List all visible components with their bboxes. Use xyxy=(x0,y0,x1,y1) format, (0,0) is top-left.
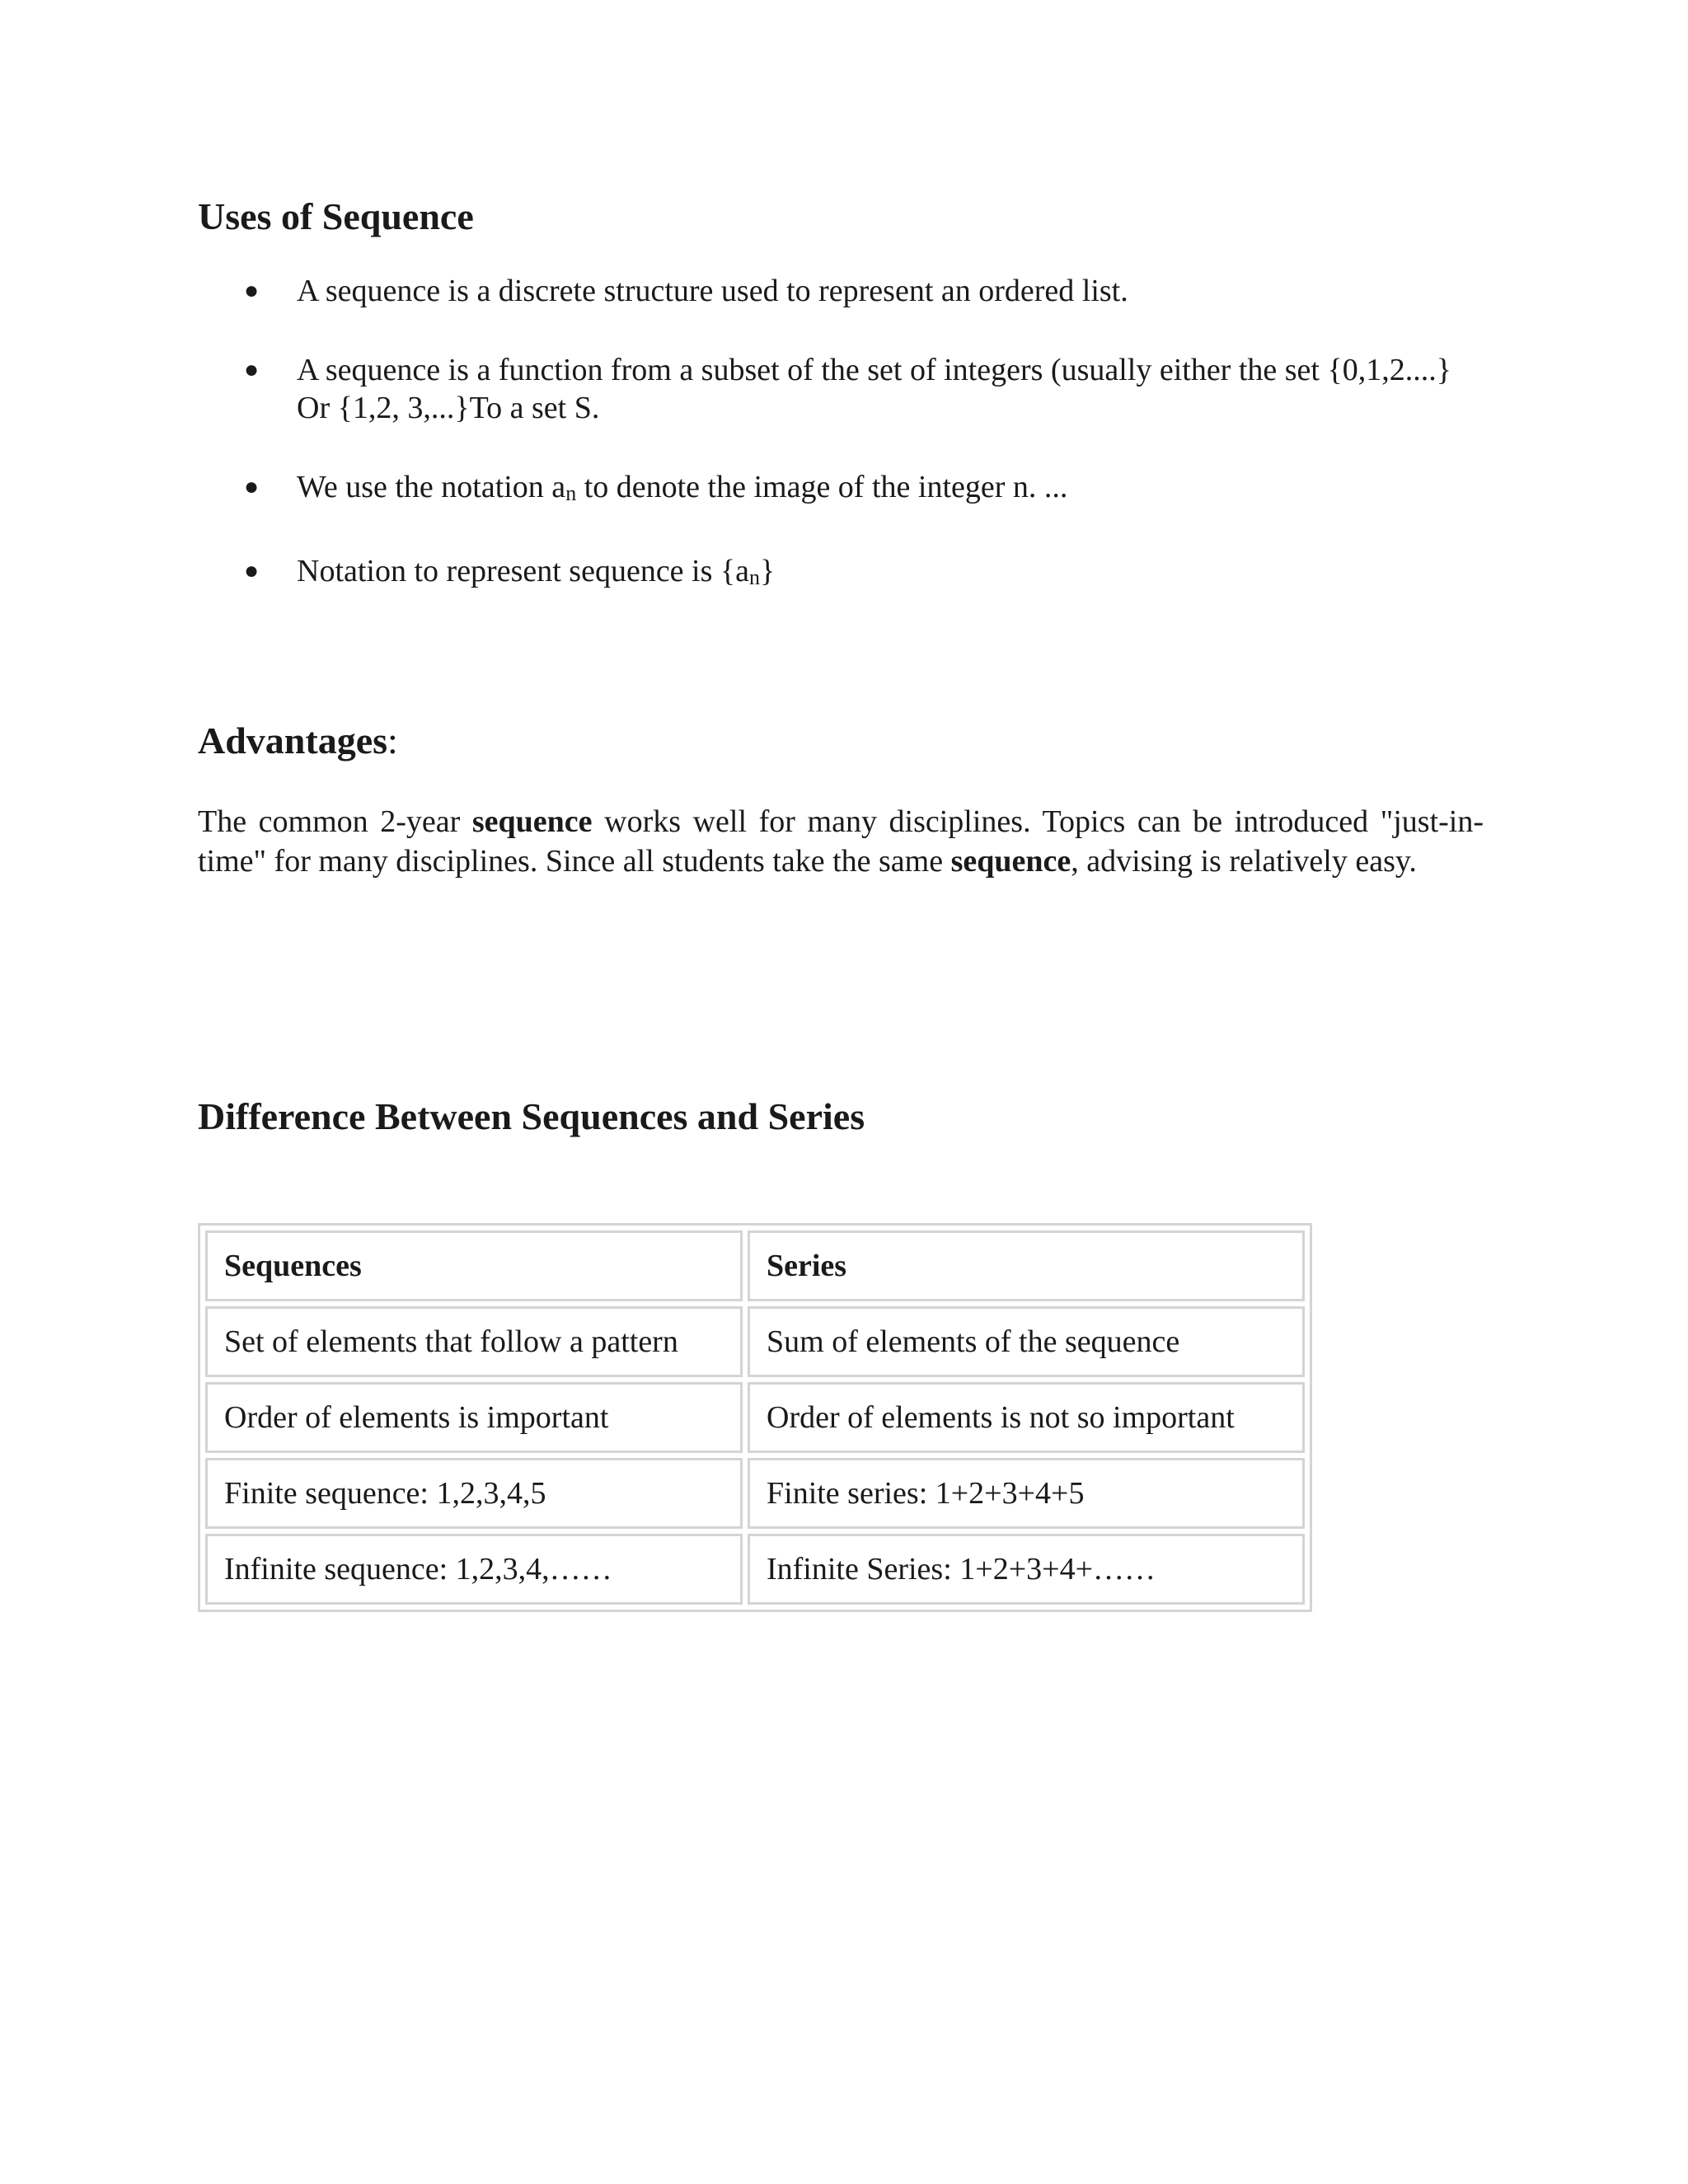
table-cell: Sum of elements of the sequence xyxy=(748,1306,1305,1377)
advantages-text-2: works well for many disciplines. Topics can be introduced "just-in-time" for many disciplines. Since all students take the same xyxy=(198,804,1484,879)
table-row xyxy=(205,1382,1305,1453)
bullet-icon: ● xyxy=(244,277,260,304)
table-header-row xyxy=(205,1230,1305,1301)
table-row xyxy=(205,1458,1305,1529)
table-cell: Set of elements that follow a pattern xyxy=(205,1306,743,1377)
advantages-paragraph xyxy=(198,802,1484,881)
bullet-icon: ● xyxy=(244,473,260,500)
subscript-n: n xyxy=(565,481,577,505)
table-cell: Order of elements is not so important xyxy=(748,1382,1305,1453)
advantages-heading-colon: : xyxy=(387,719,398,762)
bullet-icon: ● xyxy=(244,356,260,383)
list-item-text-pre: Notation to represent sequence is {a xyxy=(297,554,749,588)
advantages-text-1: The common 2-year xyxy=(198,804,472,839)
list-item-text-post: } xyxy=(760,554,776,588)
table-cell: Finite series: 1+2+3+4+5 xyxy=(748,1458,1305,1529)
subscript-n: n xyxy=(749,565,760,589)
list-item xyxy=(198,552,1484,597)
list-item xyxy=(198,272,1484,310)
table-header-cell: Sequences xyxy=(205,1230,743,1301)
advantages-heading xyxy=(198,719,398,762)
bullet-icon: ● xyxy=(244,557,260,584)
list-item-text: A sequence is a function from a subset of the set of integers (usually either the set {0,1,2....} Or {1,2, 3,...}To a set S. xyxy=(297,353,1451,425)
advantages-bold-2: sequence xyxy=(950,844,1071,879)
table-cell: Infinite sequence: 1,2,3,4,…… xyxy=(205,1534,743,1605)
table-row xyxy=(205,1534,1305,1605)
list-item-text: A sequence is a discrete structure used to represent an ordered list. xyxy=(297,274,1128,308)
table-row xyxy=(205,1306,1305,1377)
table-cell: Infinite Series: 1+2+3+4+…… xyxy=(748,1534,1305,1605)
advantages-bold-1: sequence xyxy=(471,804,593,839)
uses-list xyxy=(198,272,1484,638)
advantages-text-3: , advising is relatively easy. xyxy=(1071,844,1417,879)
list-item-text-pre: We use the notation a xyxy=(297,470,566,504)
uses-heading: Uses of Sequence xyxy=(198,195,474,237)
list-item xyxy=(198,351,1484,427)
table-header-cell: Series xyxy=(748,1230,1305,1301)
table-cell: Order of elements is important xyxy=(205,1382,743,1453)
list-item-text-post: to denote the image of the integer n. ... xyxy=(576,470,1068,504)
difference-table xyxy=(198,1223,1312,1612)
advantages-heading-text: Advantages xyxy=(198,719,388,762)
difference-heading: Difference Between Sequences and Series xyxy=(198,1095,865,1137)
list-item xyxy=(198,468,1484,513)
table-cell: Finite sequence: 1,2,3,4,5 xyxy=(205,1458,743,1529)
